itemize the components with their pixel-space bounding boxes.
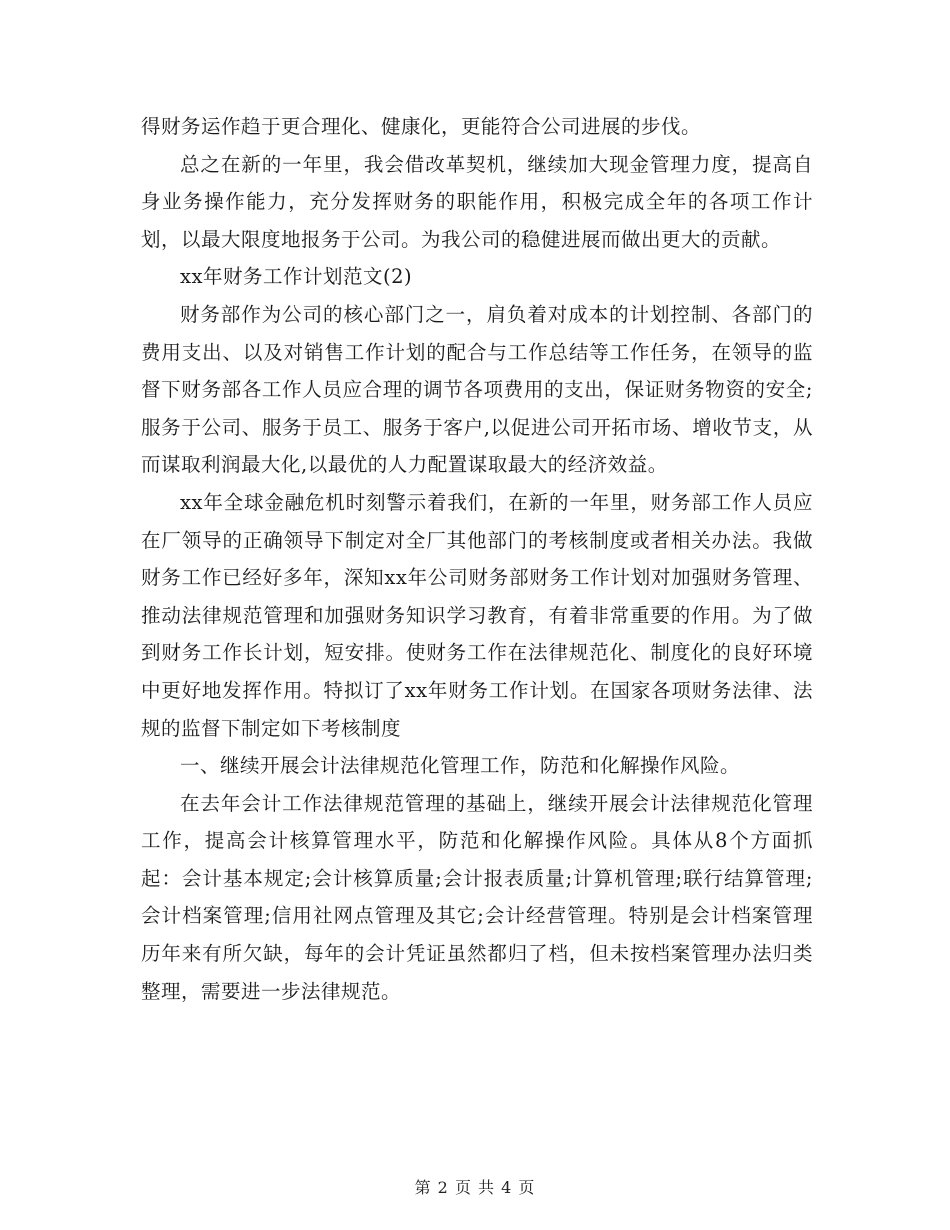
page-number-footer: 第 2 页 共 4 页 — [414, 1178, 536, 1197]
paragraph-department-role: 财务部作为公司的核心部门之一，肩负着对成本的计划控制、各部门的费用支出、以及对销售工作计划的配合与工作总结等工作任务，在领导的监督下财务部各工作人员应合理的调节各项费用的支出，保证财务物资的安全;服务于公司、服务于员工、服务于客户,以促进公司开拓市场、增收节支，从而谋取利润最大化,以最优的人力配置谋取最大的经济效益。 — [141, 302, 813, 477]
section-heading: xx年财务工作计划范文(2) — [180, 265, 413, 289]
paragraph-continuation: 得财务运作趋于更合理化、健康化，更能符合公司进展的步伐。 — [141, 115, 702, 138]
paragraph-summary: 总之在新的一年里，我会借改革契机，继续加大现金管理力度，提高自身业务操作能力，充分发挥财务的职能作用，积极完成全年的各项工作计划，以最大限度地报务于公司。为我公司的稳健进展而做出更大的贡献。 — [141, 152, 813, 251]
subheading-item-one: 一、继续开展会计法律规范化管理工作，防范和化解操作风险。 — [180, 754, 741, 778]
document-body — [141, 108, 813, 1010]
paragraph-accounting-management: 在去年会计工作法律规范管理的基础上，继续开展会计法律规范化管理工作，提高会计核算管理水平，防范和化解操作风险。具体从8个方面抓起：会计基本规定;会计核算质量;会计报表质量;计算机管理;联行结算管理;会计档案管理;信用社网点管理及其它;会计经营管理。特别是会计档案管理历年来有所欠缺，每年的会计凭证虽然都归了档，但未按档案管理办法归类整理，需要进一步法律规范。 — [141, 791, 813, 1003]
paragraph-crisis-warning: xx年全球金融危机时刻警示着我们，在新的一年里，财务部工作人员应在厂领导的正确领导下制定对全厂其他部门的考核制度或者相关办法。我做财务工作已经好多年，深知xx年公司财务部财务工作计划对加强财务管理、推动法律规范管理和加强财务知识学习教育，有着非常重要的作用。为了做到财务工作长计划，短安排。使财务工作在法律规范化、制度化的良好环境中更好地发挥作用。特拟订了xx年财务工作计划。在国家各项财务法律、法规的监督下制定如下考核制度 — [141, 490, 813, 740]
